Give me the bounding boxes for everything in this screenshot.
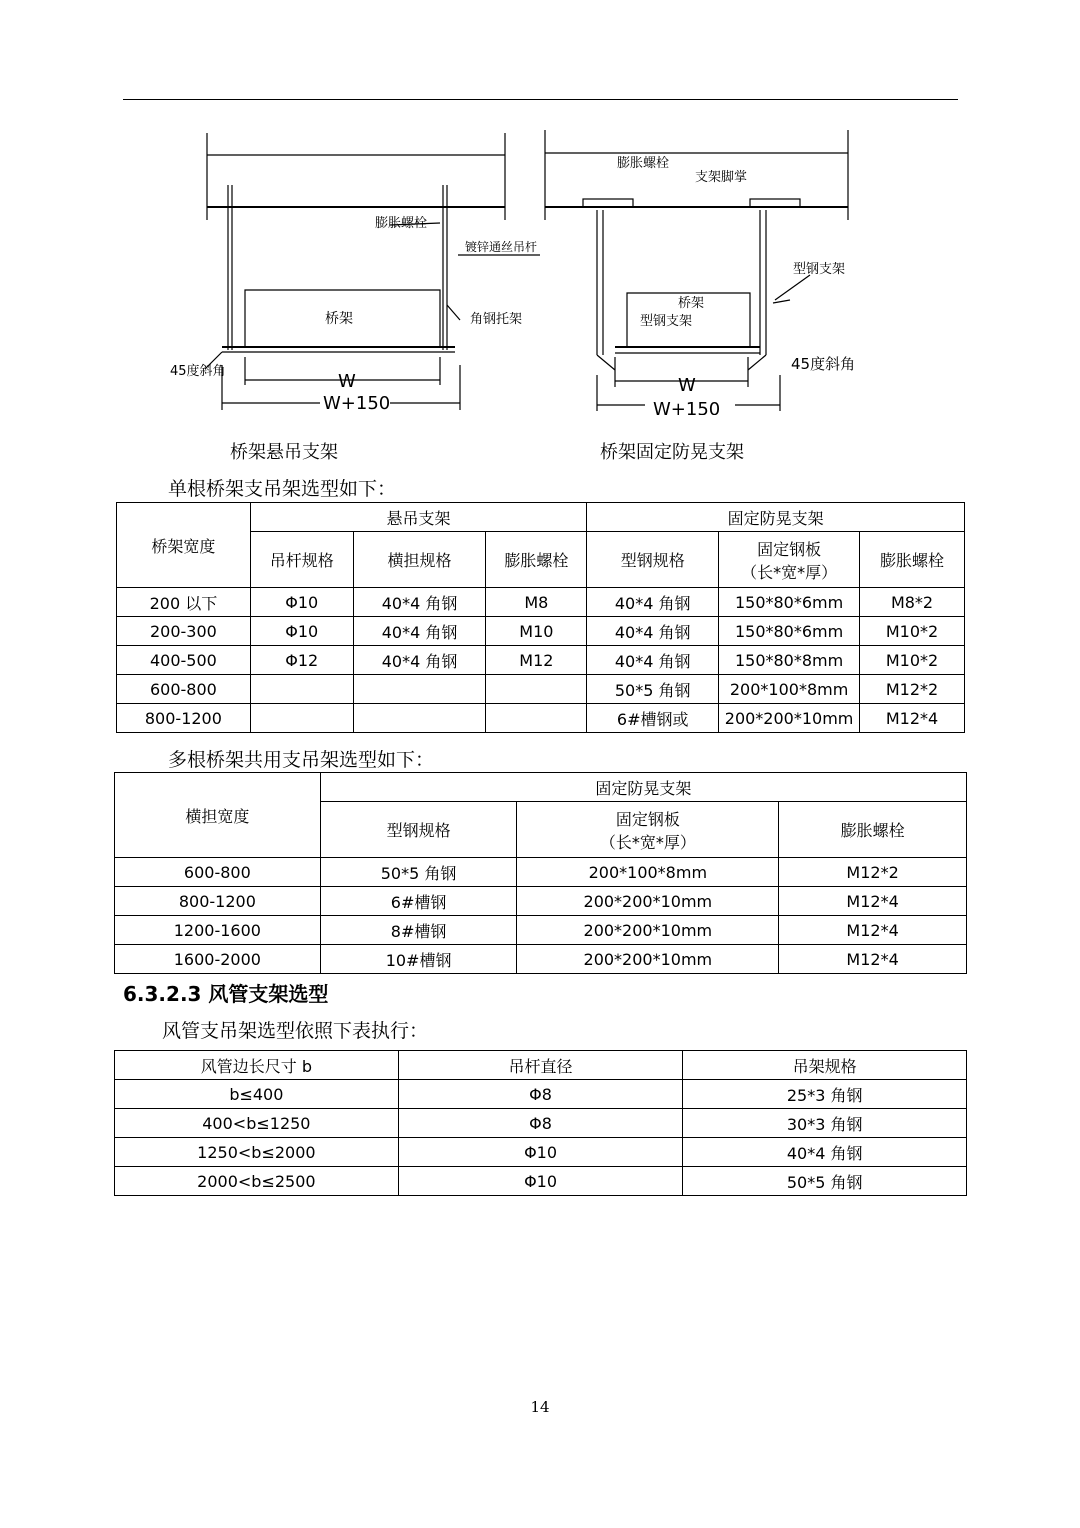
label-bevel: 45度斜角: [791, 355, 856, 373]
section-heading: 6.3.2.3 风管支架选型: [123, 982, 329, 1006]
label-angle: 角钢托架: [470, 312, 523, 327]
sub-anchor: 膨胀螺栓: [779, 802, 967, 858]
sub-plate: 固定钢板 （长*宽*厚）: [719, 532, 860, 588]
label-rod: 镀锌通丝吊杆: [465, 240, 538, 254]
page-number: 14: [530, 1398, 550, 1416]
duct-intro: 风管支吊架选型依照下表执行：: [162, 1020, 429, 1042]
header-rod: 吊杆直径: [398, 1051, 683, 1080]
label-w150: W+150: [653, 399, 721, 415]
sub-beam: 横担规格: [353, 532, 486, 588]
table-row: 2000<b≤2500 Φ10 50*5 角钢: [115, 1167, 967, 1196]
multi-intro: 多根桥架共用支吊架选型如下：: [168, 749, 435, 771]
single-tray-table: [116, 502, 965, 733]
sub-anchor: 膨胀螺栓: [486, 532, 587, 588]
label-steel2: 型钢支架: [640, 314, 693, 329]
single-intro: 单根桥架支吊架选型如下：: [168, 478, 397, 500]
label-w: W: [338, 371, 356, 392]
label-foot: 支架脚掌: [695, 170, 748, 185]
label-steel: 型钢支架: [793, 262, 846, 277]
multi-tray-table: [114, 772, 967, 974]
sub-steel: 型钢规格: [587, 532, 719, 588]
header-width: 横担宽度: [115, 773, 321, 858]
label-anchor: 膨胀螺栓: [617, 156, 670, 171]
table-row: 800-1200 6#槽钢 200*200*10mm M12*4: [115, 887, 967, 916]
table-row: b≤400 Φ8 25*3 角钢: [115, 1080, 967, 1109]
caption-right: 桥架固定防晃支架: [600, 442, 744, 463]
header-rule: [123, 99, 958, 100]
label-bevel: 45度斜角: [170, 364, 226, 379]
header-fixed: 固定防晃支架: [587, 503, 965, 532]
table-row: 200 以下 Φ10 40*4 角钢 M8 40*4 角钢 150*80*6mm M8*2: [117, 588, 965, 617]
header-size: 风管边长尺寸 b: [115, 1051, 399, 1080]
table-row: 1250<b≤2000 Φ10 40*4 角钢: [115, 1138, 967, 1167]
sub-rod: 吊杆规格: [250, 532, 353, 588]
table-row: 800-1200 6#槽钢或 200*200*10mm M12*4: [117, 704, 965, 733]
table-row: 1600-2000 10#槽钢 200*200*10mm M12*4: [115, 945, 967, 974]
table-row: 400-500 Φ12 40*4 角钢 M12 40*4 角钢 150*80*8mm M10*2: [117, 646, 965, 675]
sub-anchor2: 膨胀螺栓: [860, 532, 965, 588]
fixed-bracket-diagram: [535, 125, 865, 415]
label-tray: 桥架: [678, 296, 705, 311]
header-spec: 吊架规格: [683, 1051, 967, 1080]
label-w150: W+150: [323, 393, 391, 414]
sub-steel: 型钢规格: [320, 802, 517, 858]
caption-left: 桥架悬吊支架: [230, 442, 338, 463]
label-w: W: [678, 375, 696, 396]
table-row: 600-800 50*5 角钢 200*100*8mm M12*2: [115, 858, 967, 887]
duct-table: [114, 1050, 967, 1196]
sub-plate: 固定钢板 （长*宽*厚）: [517, 802, 779, 858]
table-row: 400<b≤1250 Φ8 30*3 角钢: [115, 1109, 967, 1138]
suspension-bracket-diagram: [160, 125, 550, 415]
header-fixed: 固定防晃支架: [320, 773, 966, 802]
label-anchor: 膨胀螺栓: [375, 216, 428, 231]
table-row: 1200-1600 8#槽钢 200*200*10mm M12*4: [115, 916, 967, 945]
table-row: 600-800 50*5 角钢 200*100*8mm M12*2: [117, 675, 965, 704]
header-hang: 悬吊支架: [250, 503, 587, 532]
header-width: 桥架宽度: [117, 503, 251, 588]
table-row: 200-300 Φ10 40*4 角钢 M10 40*4 角钢 150*80*6mm M10*2: [117, 617, 965, 646]
label-tray: 桥架: [325, 311, 353, 327]
